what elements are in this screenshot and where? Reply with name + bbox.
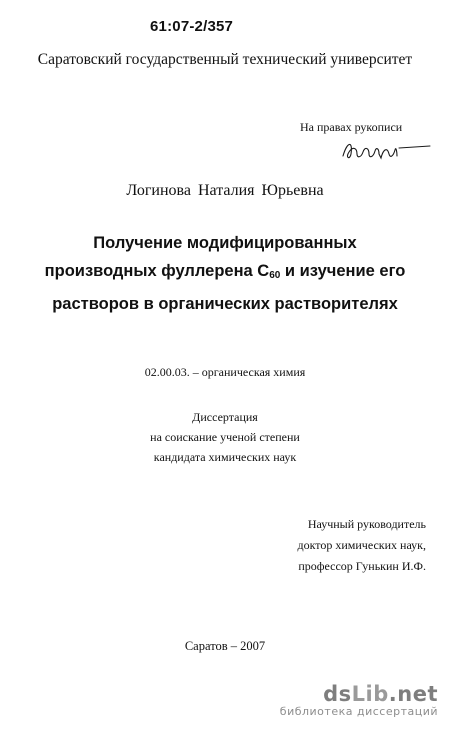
title-line-2-post: и изучение его [280,262,406,280]
manuscript-rights-label: На правах рукописи [300,120,403,134]
dissertation-line-2: на соискание ученой степени [150,430,300,444]
university-name: Саратовский государственный технический университет [37,51,413,68]
title-line-3: растворов в органических растворителях [52,295,398,313]
supervisor-line-2: доктор химических наук, [297,538,426,552]
title-line-1: Получение модифицированных [93,234,357,252]
dslib-watermark [280,683,438,719]
author-name: Логинова Наталия Юрьевна [126,182,324,199]
dslib-logo [280,683,438,705]
handwritten-signature [335,134,435,164]
logo-tld: .net [388,682,438,706]
supervisor-block [297,514,426,577]
specialty-code: 02.00.03. – органическая химия [144,365,306,379]
title-line-2-pre: производных фуллерена C [44,262,270,280]
dissertation-degree-block [0,407,450,467]
dissertation-title [0,229,450,318]
dissertation-line-1: Диссертация [192,410,258,424]
watermark-subtitle: библиотека диссертаций [279,705,438,718]
city-year: Саратов – 2007 [184,639,266,653]
title-line-2-subscript: 60 [269,270,281,281]
shelfmark-number: 61:07-2/357 [150,18,234,35]
title-line-2 [0,257,450,290]
logo-ds: ds [323,682,352,706]
logo-lib: Lib [351,682,389,706]
supervisor-line-3: профессор Гунькин И.Ф. [298,559,426,573]
dissertation-line-3: кандидата химических наук [153,450,297,464]
supervisor-line-1: Научный руководитель [307,517,426,531]
